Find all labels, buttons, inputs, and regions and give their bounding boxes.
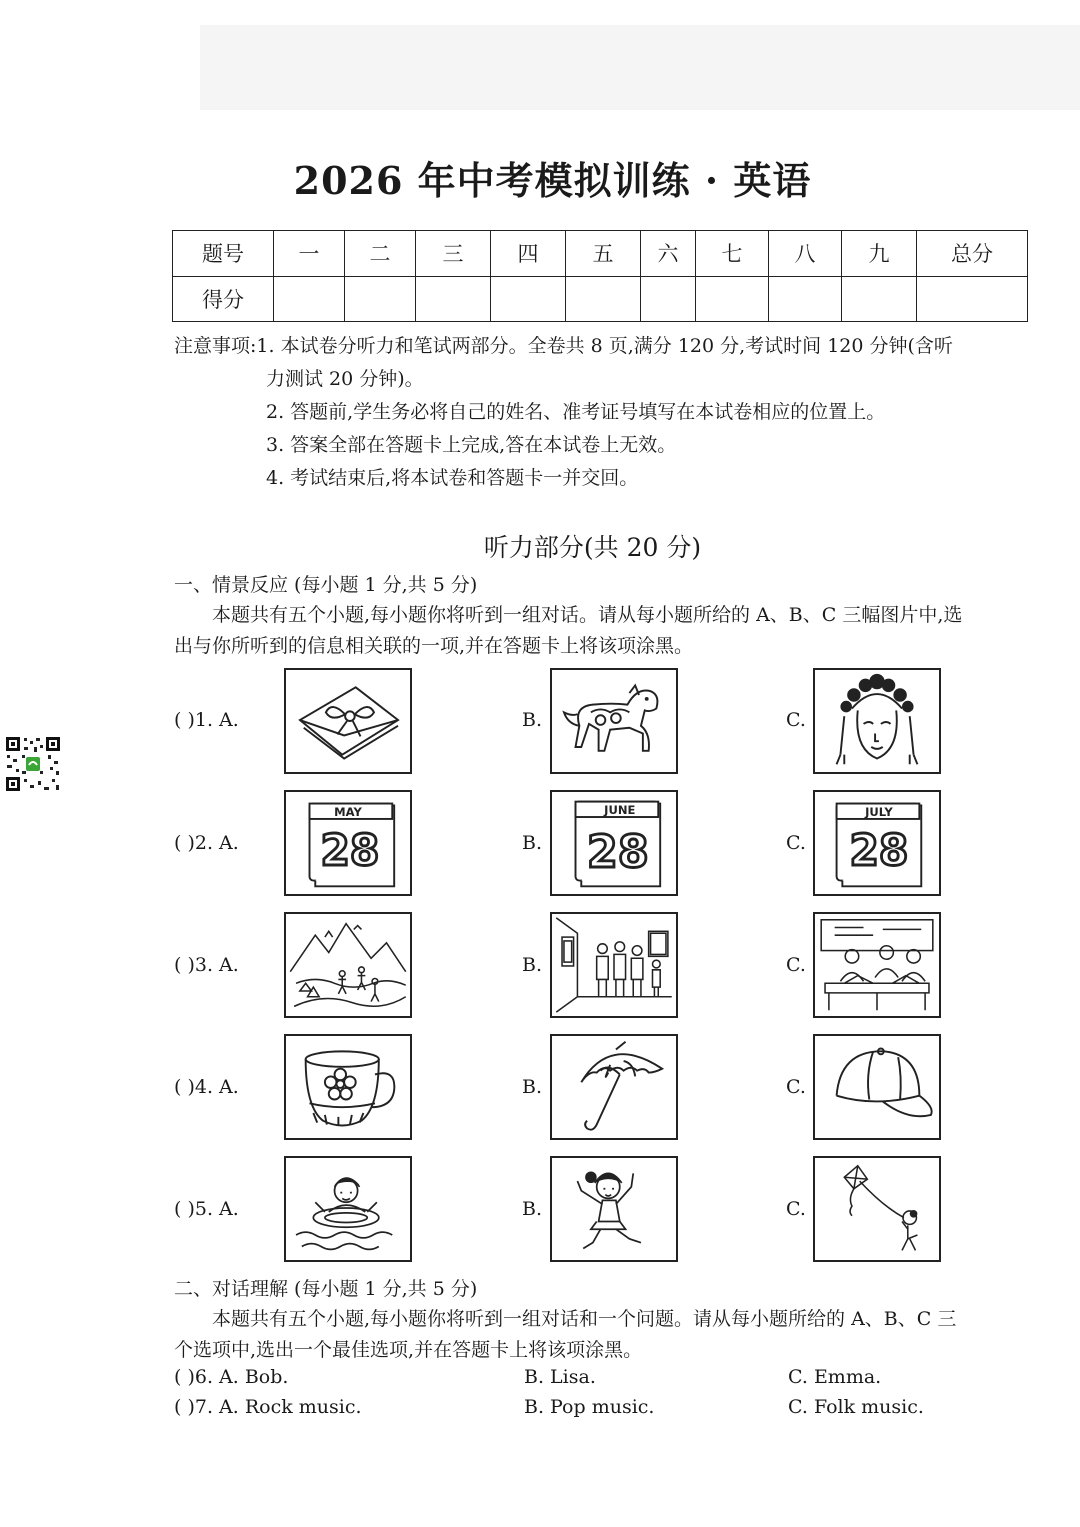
horse-papercut-icon bbox=[552, 670, 676, 772]
calendar-a-month: MAY bbox=[334, 805, 362, 820]
cup-icon bbox=[286, 1036, 410, 1138]
score-cell[interactable] bbox=[769, 276, 842, 322]
part1-heading: 一、情景反应 (每小题 1 分,共 5 分) bbox=[174, 574, 478, 596]
score-table bbox=[172, 230, 1028, 322]
q4-option-a[interactable] bbox=[284, 1034, 412, 1140]
q5-option-a[interactable] bbox=[284, 1156, 412, 1262]
q2-option-c[interactable] bbox=[813, 790, 941, 896]
calendar-a-day: 28 bbox=[320, 826, 380, 876]
q2-option-b[interactable] bbox=[550, 790, 678, 896]
listening-section-title: 听力部分(共 20 分) bbox=[483, 533, 702, 562]
kite-flying-icon bbox=[815, 1158, 939, 1260]
q1-option-b[interactable] bbox=[550, 668, 678, 774]
q7-option-c[interactable]: C. Folk music. bbox=[788, 1396, 924, 1418]
museum-visit-icon bbox=[552, 914, 676, 1016]
opera-mask-icon bbox=[815, 670, 939, 772]
calendar-icon bbox=[552, 792, 676, 894]
col-2: 二 bbox=[345, 231, 416, 277]
q2-option-a[interactable] bbox=[284, 790, 412, 896]
q5-option-c[interactable] bbox=[813, 1156, 941, 1262]
q6-option-c[interactable]: C. Emma. bbox=[788, 1366, 882, 1388]
col-8: 八 bbox=[769, 231, 842, 277]
score-table-score-row bbox=[173, 276, 1028, 322]
calendar-icon bbox=[815, 792, 939, 894]
q3-option-b[interactable] bbox=[550, 912, 678, 1018]
q4-label[interactable]: ( )4. A. bbox=[174, 1076, 239, 1098]
score-cell[interactable] bbox=[566, 276, 641, 322]
score-label: 得分 bbox=[173, 276, 274, 322]
notes-block bbox=[174, 330, 1034, 495]
q3-b-label: B. bbox=[522, 954, 543, 976]
q2-c-label: C. bbox=[786, 832, 806, 854]
dancing-girl-icon bbox=[552, 1158, 676, 1260]
score-cell[interactable] bbox=[641, 276, 696, 322]
col-4: 四 bbox=[491, 231, 566, 277]
calendar-b-month: JUNE bbox=[604, 803, 636, 818]
col-3: 三 bbox=[416, 231, 491, 277]
calendar-b-day: 28 bbox=[587, 827, 649, 879]
score-cell[interactable] bbox=[917, 276, 1028, 322]
q4-option-c[interactable] bbox=[813, 1034, 941, 1140]
q1-label[interactable]: ( )1. A. bbox=[174, 709, 239, 731]
header-label: 题号 bbox=[173, 231, 274, 277]
q6-label[interactable]: ( )6. A. Bob. bbox=[174, 1366, 289, 1388]
q2-b-label: B. bbox=[522, 832, 543, 854]
part2-instruction-1: 本题共有五个小题,每小题你将听到一组对话和一个问题。请从每小题所给的 A、B、C 三 bbox=[212, 1308, 957, 1330]
score-cell[interactable] bbox=[274, 276, 345, 322]
part2-instruction-2: 个选项中,选出一个最佳选项,并在答题卡上将该项涂黑。 bbox=[174, 1339, 643, 1361]
col-total: 总分 bbox=[917, 231, 1028, 277]
part1-instruction-1: 本题共有五个小题,每小题你将听到一组对话。请从每小题所给的 A、B、C 三幅图片中,选 bbox=[212, 604, 963, 626]
swimming-girl-icon bbox=[286, 1158, 410, 1260]
q1-option-c[interactable] bbox=[813, 668, 941, 774]
calendar-c-day: 28 bbox=[849, 826, 909, 876]
score-cell[interactable] bbox=[842, 276, 917, 322]
q1-b-label: B. bbox=[522, 709, 543, 731]
q7-label[interactable]: ( )7. A. Rock music. bbox=[174, 1396, 362, 1418]
score-cell[interactable] bbox=[491, 276, 566, 322]
cap-icon bbox=[815, 1036, 939, 1138]
score-cell[interactable] bbox=[345, 276, 416, 322]
q5-label[interactable]: ( )5. A. bbox=[174, 1198, 239, 1220]
part1-instruction-2: 出与你所听到的信息相关联的一项,并在答题卡上将该项涂黑。 bbox=[174, 635, 694, 657]
q4-b-label: B. bbox=[522, 1076, 543, 1098]
notes-item-3: 3. 答案全部在答题卡上完成,答在本试卷上无效。 bbox=[266, 434, 677, 456]
q1-option-a[interactable] bbox=[284, 668, 412, 774]
q3-label[interactable]: ( )3. A. bbox=[174, 954, 239, 976]
notes-label: 注意事项: bbox=[174, 335, 257, 357]
col-7: 七 bbox=[696, 231, 769, 277]
score-cell[interactable] bbox=[696, 276, 769, 322]
classroom-icon bbox=[815, 914, 939, 1016]
q3-option-a[interactable] bbox=[284, 912, 412, 1018]
part2-heading: 二、对话理解 (每小题 1 分,共 5 分) bbox=[174, 1278, 478, 1300]
scan-shade bbox=[200, 25, 1080, 110]
q5-c-label: C. bbox=[786, 1198, 806, 1220]
notes-item-2: 2. 答题前,学生务必将自己的姓名、准考证号填写在本试卷相应的位置上。 bbox=[266, 401, 886, 423]
q2-label[interactable]: ( )2. A. bbox=[174, 832, 239, 854]
col-6: 六 bbox=[641, 231, 696, 277]
q4-c-label: C. bbox=[786, 1076, 806, 1098]
q5-b-label: B. bbox=[522, 1198, 543, 1220]
umbrella-icon bbox=[552, 1036, 676, 1138]
score-table-header-row bbox=[173, 231, 1028, 277]
notes-item-1-cont: 力测试 20 分钟)。 bbox=[266, 368, 424, 390]
page-title: 2026 年中考模拟训练 · 英语 bbox=[293, 158, 812, 203]
q7-option-b[interactable]: B. Pop music. bbox=[524, 1396, 655, 1418]
q1-c-label: C. bbox=[786, 709, 806, 731]
col-1: 一 bbox=[274, 231, 345, 277]
notes-text: 1. 本试卷分听力和笔试两部分。全卷共 8 页,满分 120 分,考试时间 120 分钟(含听 bbox=[256, 335, 953, 357]
col-9: 九 bbox=[842, 231, 917, 277]
qr-code-icon bbox=[4, 735, 62, 793]
notes-item-1 bbox=[174, 330, 1034, 363]
q5-option-b[interactable] bbox=[550, 1156, 678, 1262]
col-5: 五 bbox=[566, 231, 641, 277]
calendar-c-month: JULY bbox=[865, 805, 893, 820]
q4-option-b[interactable] bbox=[550, 1034, 678, 1140]
notes-item-4: 4. 考试结束后,将本试卷和答题卡一并交回。 bbox=[266, 467, 639, 489]
score-cell[interactable] bbox=[416, 276, 491, 322]
q3-c-label: C. bbox=[786, 954, 806, 976]
q3-option-c[interactable] bbox=[813, 912, 941, 1018]
envelope-icon bbox=[286, 670, 410, 772]
q6-option-b[interactable]: B. Lisa. bbox=[524, 1366, 596, 1388]
calendar-icon bbox=[286, 792, 410, 894]
mountain-hiking-icon bbox=[286, 914, 410, 1016]
